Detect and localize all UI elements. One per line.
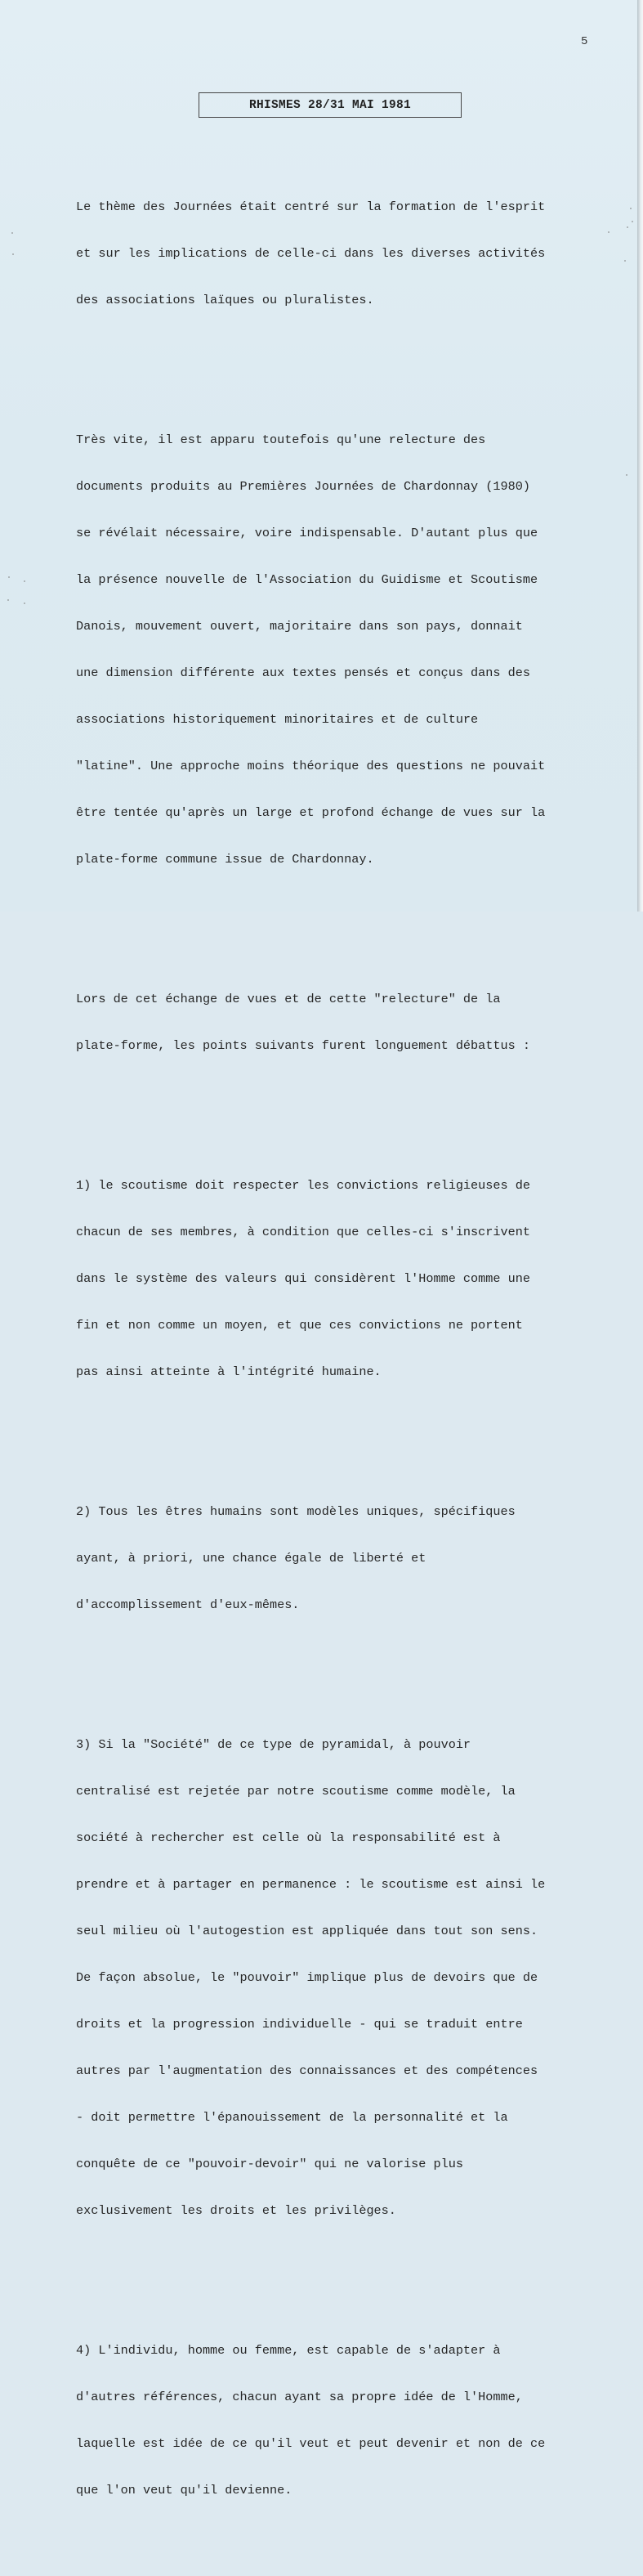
text-line: 1) le scoutisme doit respecter les convictions religieuses de xyxy=(76,1178,530,1193)
point-2 xyxy=(76,1473,599,1644)
document-body xyxy=(76,137,599,2576)
text-line: centralisé est rejetée par notre scoutisme comme modèle, la xyxy=(76,1784,516,1799)
text-line: "latine". Une approche moins théorique des questions ne pouvait xyxy=(76,759,546,773)
text-line: exclusivement les droits et les privilèges. xyxy=(76,2203,396,2218)
text-line: ayant, à priori, une chance égale de liberté et xyxy=(76,1551,426,1566)
text-line: Très vite, il est apparu toutefois qu'une relecture des xyxy=(76,432,486,447)
paragraph-intro xyxy=(76,168,599,339)
text-line: seul milieu où l'autogestion est appliquée dans tout son sens. xyxy=(76,1924,538,1938)
text-line: De façon absolue, le "pouvoir" implique plus de devoirs que de xyxy=(76,1970,538,1985)
text-line: société à rechercher est celle où la responsabilité est à xyxy=(76,1830,501,1845)
text-line: - doit permettre l'épanouissement de la personnalité et la xyxy=(76,2110,508,2125)
text-line: plate-forme, les points suivants furent longuement débattus : xyxy=(76,1038,530,1053)
text-line: autres par l'augmentation des connaissances et des compétences xyxy=(76,2063,538,2078)
point-3 xyxy=(76,1706,599,2250)
scan-speck xyxy=(24,603,25,604)
paragraph-debate xyxy=(76,961,599,1085)
scan-edge xyxy=(637,0,643,912)
text-line: Lors de cet échange de vues et de cette "relecture" de la xyxy=(76,992,501,1006)
text-line: une dimension différente aux textes pensés et conçus dans des xyxy=(76,665,530,680)
scan-speck xyxy=(608,231,610,233)
text-line: dans le système des valeurs qui considèrent l'Homme comme une xyxy=(76,1271,530,1286)
heading-box xyxy=(199,92,462,118)
text-line: Le thème des Journées était centré sur la formation de l'esprit xyxy=(76,199,546,214)
text-line: plate-forme commune issue de Chardonnay. xyxy=(76,852,374,867)
text-line: 4) L'individu, homme ou femme, est capable de s'adapter à xyxy=(76,2343,501,2358)
text-line: conquête de ce "pouvoir-devoir" qui ne valorise plus xyxy=(76,2157,463,2171)
text-line: d'accomplissement d'eux-mêmes. xyxy=(76,1597,300,1612)
scan-speck xyxy=(7,599,9,601)
scan-speck xyxy=(630,208,632,209)
text-line: documents produits au Premières Journées de Chardonnay (1980) xyxy=(76,479,530,494)
text-line: la présence nouvelle de l'Association du Guidisme et Scoutisme xyxy=(76,572,538,587)
text-line: chacun de ses membres, à condition que celles-ci s'inscrivent xyxy=(76,1225,530,1239)
text-line: pas ainsi atteinte à l'intégrité humaine. xyxy=(76,1364,382,1379)
text-line: laquelle est idée de ce qu'il veut et peut devenir et non de ce xyxy=(76,2436,546,2451)
text-line: droits et la progression individuelle - qui se traduit entre xyxy=(76,2017,523,2032)
scan-speck xyxy=(627,226,628,228)
text-line: prendre et à partager en permanence : le scoutisme est ainsi le xyxy=(76,1877,546,1892)
text-line: se révélait nécessaire, voire indispensable. D'autant plus que xyxy=(76,526,538,540)
text-line: 3) Si la "Société" de ce type de pyramidal, à pouvoir xyxy=(76,1737,471,1752)
scan-speck xyxy=(24,580,25,582)
text-line: des associations laïques ou pluralistes. xyxy=(76,293,374,307)
text-line: 2) Tous les êtres humains sont modèles uniques, spécifiques xyxy=(76,1504,516,1519)
scan-speck xyxy=(624,260,626,262)
text-line: fin et non comme un moyen, et que ces convictions ne portent xyxy=(76,1318,523,1333)
scan-speck xyxy=(8,576,10,578)
page-number: 5 xyxy=(581,35,588,48)
scan-speck xyxy=(11,232,13,234)
point-4 xyxy=(76,2312,599,2529)
text-line: d'autres références, chacun ayant sa propre idée de l'Homme, xyxy=(76,2390,523,2404)
text-line: Danois, mouvement ouvert, majoritaire dans son pays, donnait xyxy=(76,619,523,634)
scan-speck xyxy=(626,474,627,476)
document-heading: RHISMES 28/31 MAI 1981 xyxy=(248,98,412,112)
scan-speck xyxy=(12,253,14,255)
text-line: que l'on veut qu'il devienne. xyxy=(76,2483,292,2498)
point-1 xyxy=(76,1147,599,1411)
text-line: et sur les implications de celle-ci dans les diverses activités xyxy=(76,246,546,261)
paragraph-context xyxy=(76,401,599,898)
text-line: associations historiquement minoritaires et de culture xyxy=(76,712,479,727)
text-line: être tentée qu'après un large et profond échange de vues sur la xyxy=(76,805,546,820)
scan-speck xyxy=(632,221,633,222)
